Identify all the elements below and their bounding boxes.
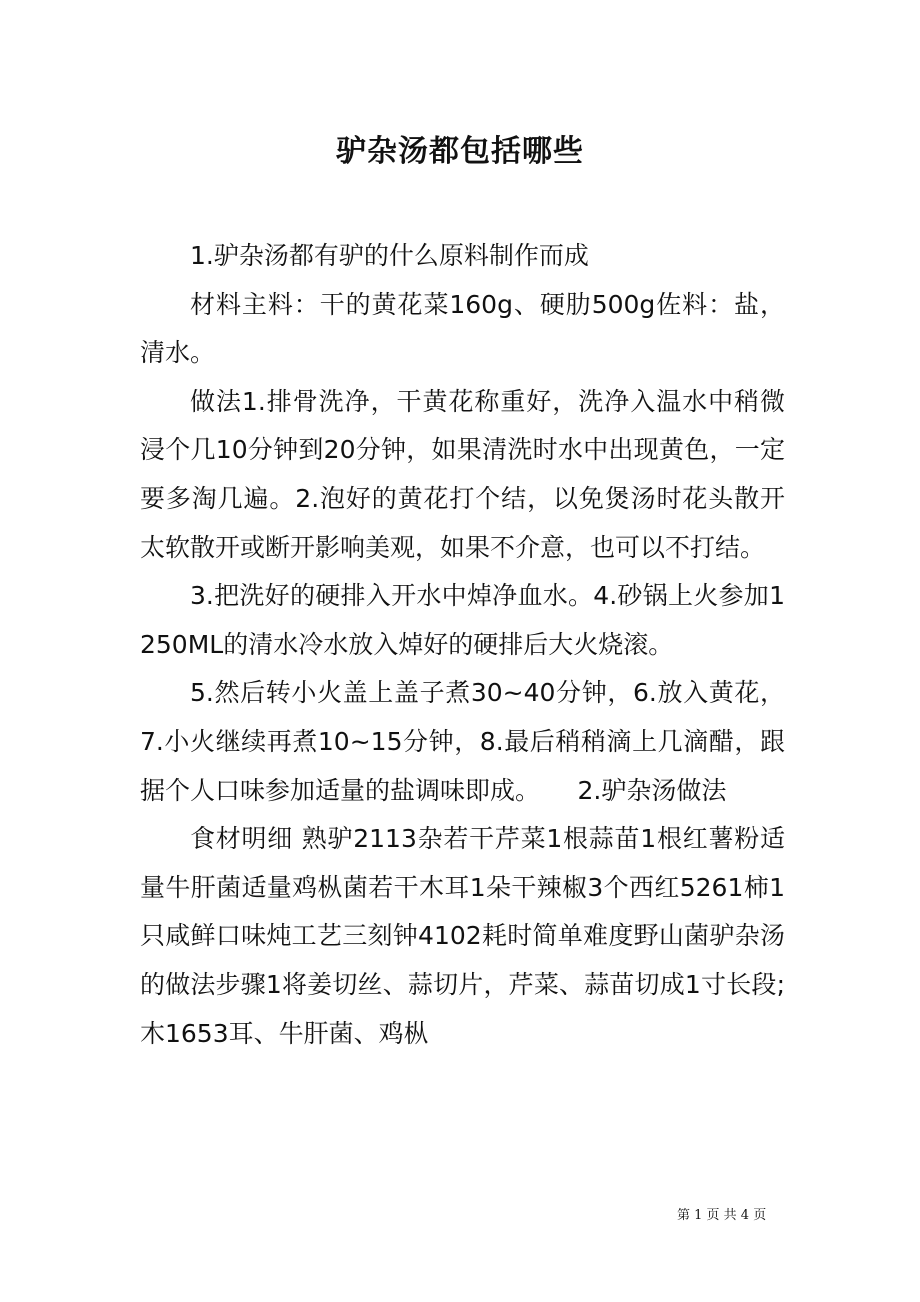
document-body [140, 232, 785, 1058]
paragraph: 做法1.排骨洗净，干黄花称重好，洗净入温水中稍微浸个几10分钟到20分钟，如果清洗时水中出现黄色，一定要多淘几遍。2.泡好的黄花打个结，以免煲汤时花头散开太软散开或断开影响美观，如果不介意，也可以不打结。 [140, 386, 785, 562]
document-title: 驴杂汤都包括哪些 [336, 134, 584, 169]
paragraph: 5.然后转小火盖上盖子煮30~40分钟，6.放入黄花，7.小火继续再煮10~15分钟，8.最后稍稍滴上几滴醋，跟据个人口味参加适量的盐调味即成。 2.驴杂汤做法 [140, 678, 785, 805]
paragraph: 食材明细 熟驴2113杂若干芹菜1根蒜苗1根红薯粉适量牛肝菌适量鸡枞菌若干木耳1朵干辣椒3个西红5261柿1只咸鲜口味炖工艺三刻钟4102耗时简单难度野山菌驴杂汤的做法步骤1将姜切丝、蒜切片，芹菜、蒜苗切成1寸长段;木1653耳、牛肝菌、鸡枞 [140, 824, 785, 1048]
paragraph: 3.把洗好的硬排入开水中焯净血水。4.砂锅上火参加1250ML的清水冷水放入焯好的硬排后大火烧滚。 [140, 581, 785, 659]
paragraph: 1.驴杂汤都有驴的什么原料制作而成 [190, 241, 589, 270]
paragraph: 材料主料：干的黄花菜160g、硬肋500g佐料：盐，清水。 [140, 289, 785, 368]
page-number: 第 1 页 共 4 页 [677, 1208, 767, 1223]
